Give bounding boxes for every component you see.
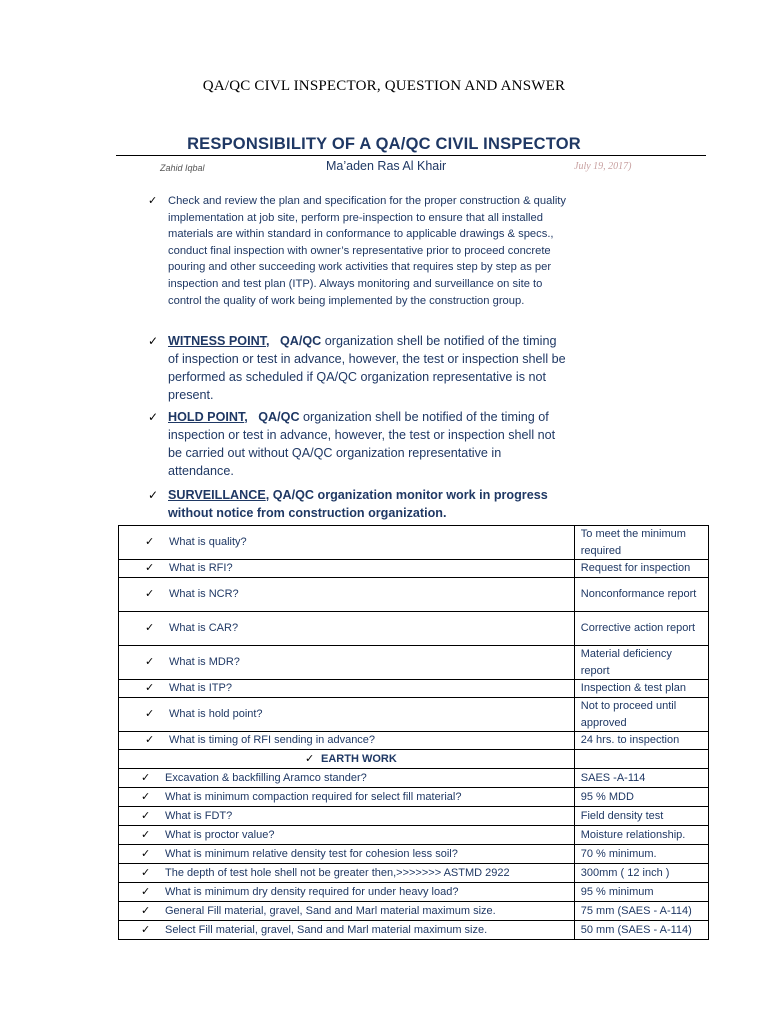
check-icon: ✓ bbox=[141, 923, 151, 936]
check-icon: ✓ bbox=[145, 622, 155, 635]
question-text: What is CAR? bbox=[169, 622, 239, 635]
check-icon: ✓ bbox=[141, 790, 151, 803]
table-row bbox=[119, 732, 709, 750]
page-header: QA/QC CIVL INSPECTOR, QUESTION AND ANSWER bbox=[202, 78, 566, 94]
answer-text: 50 mm (SAES - A-114) bbox=[574, 921, 708, 940]
qa-table bbox=[118, 525, 709, 940]
surveillance-term: SURVEILLANCE bbox=[168, 488, 266, 502]
hold-point-org: QA/QC bbox=[258, 410, 300, 424]
question-text: What is proctor value? bbox=[165, 828, 275, 841]
question-text: What is RFI? bbox=[169, 562, 233, 575]
section-title: EARTH WORK bbox=[321, 752, 397, 765]
table-row bbox=[119, 902, 709, 921]
question-text: The depth of test hole shell not be greater then,>>>>>>> ASTMD 2922 bbox=[165, 866, 510, 879]
witness-point-text: organization shell be notified of the timing of inspection or test in advance, however, the test or inspection shell be performed as scheduled if QA/QC organization representative is not present. bbox=[168, 334, 566, 402]
check-icon: ✓ bbox=[148, 410, 159, 424]
answer-text: Not to proceed until approved bbox=[574, 698, 708, 732]
table-row bbox=[119, 612, 709, 646]
check-icon: ✓ bbox=[141, 828, 151, 841]
table-row bbox=[119, 883, 709, 902]
check-icon: ✓ bbox=[145, 562, 155, 575]
question-text: What is FDT? bbox=[165, 809, 233, 822]
answer-text: 24 hrs. to inspection bbox=[574, 732, 708, 750]
table-row bbox=[119, 578, 709, 612]
answer-text: Inspection & test plan bbox=[574, 680, 708, 698]
check-icon: ✓ bbox=[145, 588, 155, 601]
question-text: What is NCR? bbox=[169, 588, 239, 601]
surveillance-org: QA/QC bbox=[272, 488, 315, 502]
answer-text: Field density test bbox=[574, 807, 708, 826]
hold-point-sep: , bbox=[244, 410, 248, 424]
witness-point-sep: , bbox=[265, 334, 270, 348]
question-text: What is hold point? bbox=[169, 708, 263, 721]
check-icon: ✓ bbox=[148, 334, 159, 348]
table-row bbox=[119, 921, 709, 940]
intro-paragraph bbox=[148, 193, 568, 309]
table-row bbox=[119, 698, 709, 732]
document-date: July 19, 2017) bbox=[574, 161, 632, 172]
question-text: What is timing of RFI sending in advance? bbox=[169, 734, 376, 747]
check-icon: ✓ bbox=[141, 771, 151, 784]
table-row bbox=[119, 680, 709, 698]
table-row bbox=[119, 826, 709, 845]
check-icon: ✓ bbox=[148, 195, 158, 207]
hold-point-paragraph bbox=[148, 408, 568, 480]
table-row bbox=[119, 526, 709, 560]
check-icon: ✓ bbox=[141, 885, 151, 898]
witness-point-org: QA/QC bbox=[279, 334, 322, 348]
table-row bbox=[119, 807, 709, 826]
question-text: What is quality? bbox=[169, 536, 247, 549]
check-icon: ✓ bbox=[141, 866, 151, 879]
table-row bbox=[119, 646, 709, 680]
check-icon: ✓ bbox=[148, 488, 159, 502]
surveillance-text: organization monitor work in progress without notice from construction organization. bbox=[168, 488, 548, 520]
witness-point-term: WITNESS POINT bbox=[168, 334, 266, 348]
question-text: Excavation & backfilling Aramco stander? bbox=[165, 771, 367, 784]
check-icon: ✓ bbox=[145, 536, 155, 549]
title-divider bbox=[116, 155, 706, 156]
question-text: What is MDR? bbox=[169, 656, 240, 669]
check-icon: ✓ bbox=[145, 734, 155, 747]
table-row bbox=[119, 845, 709, 864]
answer-text: 75 mm (SAES - A-114) bbox=[574, 902, 708, 921]
company-name: Ma’aden Ras Al Khair bbox=[326, 159, 447, 173]
answer-text: Corrective action report bbox=[574, 612, 708, 646]
question-text: What is ITP? bbox=[169, 682, 232, 695]
table-row bbox=[119, 560, 709, 578]
check-icon: ✓ bbox=[141, 809, 151, 822]
hold-point-text: organization shell be notified of the timing of inspection or test in advance, however, the test or inspection shell not be carried out without QA/QC organization representative in attendance. bbox=[168, 410, 556, 478]
answer-text: 95 % minimum bbox=[574, 883, 708, 902]
table-row bbox=[119, 864, 709, 883]
hold-point-term: HOLD POINT bbox=[168, 410, 245, 424]
witness-point-paragraph bbox=[148, 332, 568, 404]
question-text: Select Fill material, gravel, Sand and Marl material maximum size. bbox=[165, 923, 488, 936]
question-text: General Fill material, gravel, Sand and Marl material maximum size. bbox=[165, 904, 496, 917]
answer-text: 300mm ( 12 inch ) bbox=[574, 864, 708, 883]
intro-text: Check and review the plan and specification for the proper construction & quality implementation at job site, perform pre-inspection to ensure that all installed materials are within standard in conformance to applicable drawings & specs., conduct final inspection with owner’s representative prior to proceed concrete pouring and other succeeding work activities that requires step by step as per inspection and test plan (ITP). Always monitoring and surveillance on site to control the quality of work being implemented by the construction group. bbox=[168, 195, 567, 307]
section-row bbox=[119, 750, 709, 769]
answer-text: SAES -A-114 bbox=[574, 769, 708, 788]
check-icon: ✓ bbox=[145, 656, 155, 669]
table-row bbox=[119, 769, 709, 788]
author-name: Zahid Iqbal bbox=[160, 163, 205, 173]
check-icon: ✓ bbox=[305, 752, 315, 765]
answer-text: Material deficiency report bbox=[574, 646, 708, 680]
question-text: What is minimum relative density test for cohesion less soil? bbox=[165, 847, 458, 860]
table-row bbox=[119, 788, 709, 807]
surveillance-sep: , bbox=[265, 488, 270, 502]
answer-text: Request for inspection bbox=[574, 560, 708, 578]
answer-text: Moisture relationship. bbox=[574, 826, 708, 845]
question-text: What is minimum compaction required for select fill material? bbox=[165, 790, 462, 803]
check-icon: ✓ bbox=[145, 682, 155, 695]
answer-text: 95 % MDD bbox=[574, 788, 708, 807]
check-icon: ✓ bbox=[145, 708, 155, 721]
check-icon: ✓ bbox=[141, 847, 151, 860]
answer-text: Nonconformance report bbox=[574, 578, 708, 612]
check-icon: ✓ bbox=[141, 904, 151, 917]
surveillance-paragraph bbox=[148, 486, 568, 522]
answer-text: 70 % minimum. bbox=[574, 845, 708, 864]
question-text: What is minimum dry density required for under heavy load? bbox=[165, 885, 459, 898]
document-title: RESPONSIBILITY OF A QA/QC CIVIL INSPECTOR bbox=[187, 135, 581, 153]
answer-text: To meet the minimum required bbox=[574, 526, 708, 560]
